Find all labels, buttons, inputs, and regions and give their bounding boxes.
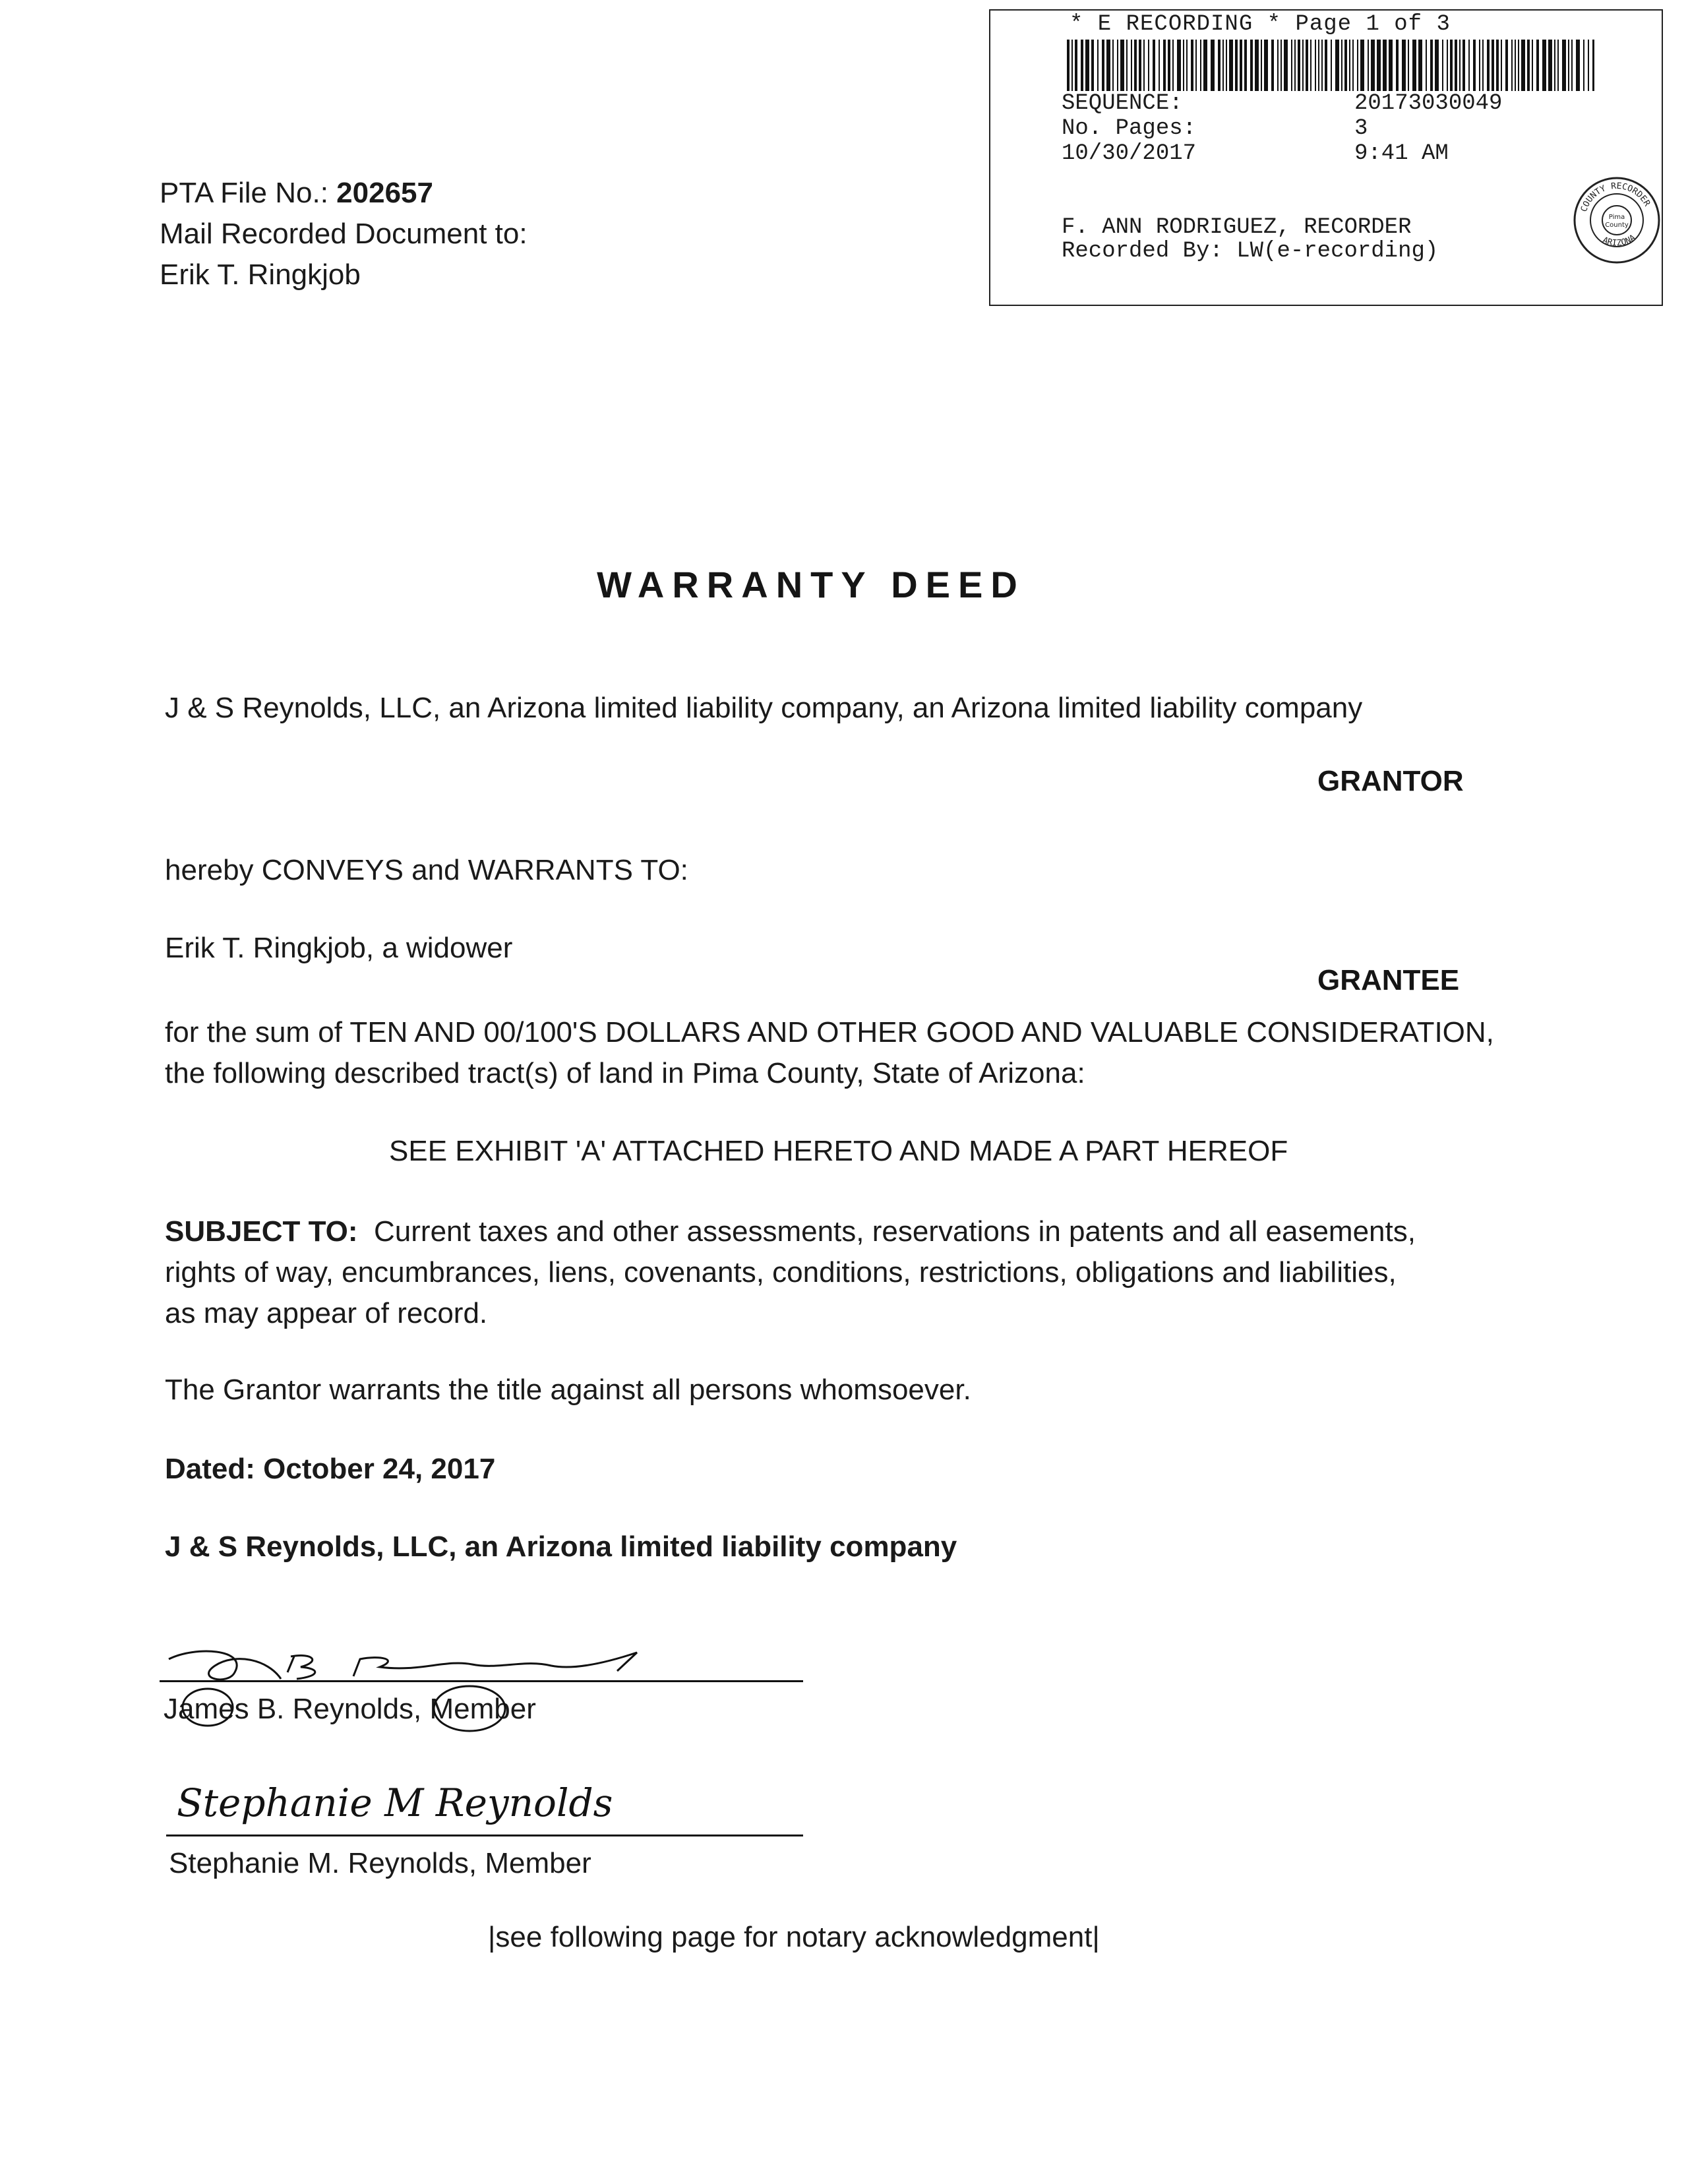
barcode-bar: [1518, 40, 1519, 91]
barcode-bar: [1318, 40, 1319, 91]
barcode-bar: [1159, 40, 1160, 91]
barcode-bar: [1468, 40, 1470, 91]
barcode-bar: [1310, 40, 1311, 91]
barcode-bar: [1408, 40, 1409, 91]
county-recorder-seal: [1571, 174, 1663, 266]
barcode-bar: [1459, 40, 1461, 91]
barcode-bar: [1479, 40, 1480, 91]
barcode-bar: [1203, 40, 1207, 91]
barcode-bar: [1511, 40, 1513, 91]
barcode-bar: [1562, 40, 1566, 91]
barcode-bar: [1527, 40, 1530, 91]
consideration-line-1: for the sum of TEN AND 00/100'S DOLLARS AND OTHER GOOD AND VALUABLE CONSIDERATION,: [165, 1016, 1494, 1048]
barcode-bar: [1352, 40, 1354, 91]
barcode-bar: [1482, 40, 1484, 91]
barcode-bar: [1284, 40, 1288, 91]
recorded-by: Recorded By: LW(e-recording): [1062, 239, 1439, 264]
barcode-bar: [1377, 40, 1381, 91]
barcode-bar: [1106, 40, 1110, 91]
barcode-bar: [1226, 40, 1227, 91]
barcode-bar: [1153, 40, 1155, 91]
barcode-bar: [1402, 40, 1406, 91]
exhibit-reference: SEE EXHIBIT 'A' ATTACHED HERETO AND MADE A PART HEREOF: [389, 1135, 1288, 1167]
barcode-bar: [1183, 40, 1184, 91]
barcode-bar: [1548, 40, 1552, 91]
barcode-bar: [1235, 40, 1238, 91]
barcode-bar: [1583, 40, 1584, 91]
barcode-bar: [1091, 40, 1094, 91]
barcode-bar: [1515, 40, 1516, 91]
warranty-statement: The Grantor warrants the title against all persons whomsoever.: [165, 1374, 971, 1406]
barcode-bar: [1412, 40, 1416, 91]
barcode-bar: [1229, 40, 1233, 91]
grantee-label: GRANTEE: [1317, 964, 1460, 996]
recording-stamp: [989, 9, 1663, 306]
barcode-bar: [1081, 40, 1083, 91]
signatory-2-name: Stephanie M. Reynolds, Member: [169, 1847, 591, 1879]
barcode-bar: [1505, 40, 1508, 91]
barcode-bar: [1335, 40, 1339, 91]
barcode-bar: [1163, 40, 1166, 91]
barcode-bar: [1222, 40, 1224, 91]
barcode-bar: [1571, 40, 1573, 91]
barcode-bar: [1371, 40, 1375, 91]
barcode-bar: [1097, 40, 1099, 91]
barcode-bar: [1568, 40, 1569, 91]
barcode-bar: [1349, 40, 1350, 91]
subject-to-label: SUBJECT TO:: [165, 1215, 358, 1248]
barcode-bar: [1112, 40, 1114, 91]
barcode-bar: [1496, 40, 1499, 91]
barcode-bar: [1396, 40, 1399, 91]
barcode-bar: [1306, 40, 1308, 91]
barcode-bar: [1271, 40, 1274, 91]
barcode-bar: [1315, 40, 1316, 91]
recorder-name: F. ANN RODRIGUEZ, RECORDER: [1062, 215, 1412, 240]
barcode-bar: [1244, 40, 1247, 91]
barcode-bar: [1344, 40, 1347, 91]
barcode-bar: [1435, 40, 1439, 91]
recording-stamp-header: * E RECORDING * Page 1 of 3: [1070, 12, 1451, 37]
barcode-bar: [1447, 40, 1448, 91]
barcode-bar: [1357, 40, 1358, 91]
notary-note: |see following page for notary acknowledgment|: [488, 1921, 1100, 1953]
document-title: WARRANTY DEED: [597, 564, 1025, 605]
barcode-bar: [1501, 40, 1502, 91]
mail-to-label: Mail Recorded Document to:: [160, 218, 528, 250]
barcode-bar: [1360, 40, 1364, 91]
barcode-bar: [1536, 40, 1539, 91]
barcode-bar: [1487, 40, 1490, 91]
barcode-bar: [1418, 40, 1422, 91]
file-number-label: PTA File No.:: [160, 177, 337, 209]
svg-text:COUNTY RECORDER: COUNTY RECORDER: [1579, 181, 1652, 214]
barcode-bar: [1442, 40, 1443, 91]
consideration-line-2: the following described tract(s) of land in Pima County, State of Arizona:: [165, 1057, 1085, 1089]
svg-text:County: County: [1605, 222, 1629, 229]
barcode-bar: [1102, 40, 1104, 91]
barcode-bar: [1450, 40, 1453, 91]
barcode-bar: [1255, 40, 1259, 91]
barcode-bar: [1218, 40, 1221, 91]
barcode-bar: [1139, 40, 1141, 91]
barcode-bar: [1126, 40, 1128, 91]
signatory-1-name: James B. Reynolds, Member: [164, 1693, 536, 1725]
barcode-bar: [1277, 40, 1279, 91]
subject-to-line-2: rights of way, encumbrances, liens, covenants, conditions, restrictions, obligations and liabilities,: [165, 1256, 1397, 1289]
barcode-bar: [1264, 40, 1268, 91]
barcode-bar: [1117, 40, 1118, 91]
barcode-bar: [1291, 40, 1292, 91]
barcode-bar: [1341, 40, 1342, 91]
pages-label: No. Pages:: [1062, 116, 1197, 141]
barcode-bar: [1067, 40, 1070, 91]
company-name: J & S Reynolds, LLC, an Arizona limited liability company: [165, 1531, 957, 1563]
sequence-value: 20173030049: [1354, 91, 1503, 116]
subject-to-line-1: [165, 1211, 1416, 1253]
member-circle-mark: [430, 1680, 509, 1737]
signature-line-2: [166, 1835, 803, 1836]
barcode-bar: [1473, 40, 1476, 91]
barcode-bar: [1131, 40, 1132, 91]
barcode-bar: [1071, 40, 1073, 91]
barcode-bar: [1177, 40, 1181, 91]
barcode-bar: [1426, 40, 1427, 91]
barcode-bar: [1325, 40, 1327, 91]
barcode-bar: [1298, 40, 1300, 91]
barcode-bar: [1143, 40, 1145, 91]
grantor-line: J & S Reynolds, LLC, an Arizona limited liability company, an Arizona limited liability company: [165, 692, 1363, 724]
barcode-bar: [1211, 40, 1215, 91]
barcode-bar: [1368, 40, 1369, 91]
barcode-bar: [1592, 40, 1594, 91]
barcode-bar: [1576, 40, 1580, 91]
barcode-bar: [1134, 40, 1137, 91]
svg-text:Pima: Pima: [1608, 214, 1625, 221]
barcode-bar: [1542, 40, 1546, 91]
sequence-label: SEQUENCE:: [1062, 91, 1183, 116]
recording-time: 9:41 AM: [1354, 141, 1449, 166]
barcode-bar: [1383, 40, 1387, 91]
barcode-bar: [1191, 40, 1193, 91]
barcode-bar: [1389, 40, 1393, 91]
barcode-bar: [1455, 40, 1457, 91]
barcode-bar: [1075, 40, 1077, 91]
initial-circle-mark: [178, 1683, 237, 1732]
barcode-bar: [1195, 40, 1197, 91]
mail-recipient: Erik T. Ringkjob: [160, 258, 361, 291]
barcode-bar: [1172, 40, 1174, 91]
barcode-bar: [1250, 40, 1253, 91]
barcode-bar: [1168, 40, 1170, 91]
stephanie-reynolds-signature: Stephanie M Reynolds: [177, 1780, 613, 1825]
barcode-bar: [1462, 40, 1465, 91]
barcode-bar: [1294, 40, 1296, 91]
barcode-bar: [1588, 40, 1589, 91]
barcode-bar: [1085, 40, 1089, 91]
barcode-bar: [1200, 40, 1201, 91]
barcode-bar: [1532, 40, 1533, 91]
dated-line: Dated: October 24, 2017: [165, 1453, 496, 1485]
barcode-bar: [1521, 40, 1525, 91]
grantee-line: Erik T. Ringkjob, a widower: [165, 932, 513, 964]
barcode-bar: [1331, 40, 1332, 91]
subject-to-text-1: Current taxes and other assessments, reservations in patents and all easements,: [374, 1215, 1416, 1248]
barcode-bar: [1120, 40, 1124, 91]
grantor-label: GRANTOR: [1317, 765, 1464, 797]
barcode-bar: [1321, 40, 1323, 91]
pages-value: 3: [1354, 116, 1368, 141]
barcode-bar: [1492, 40, 1494, 91]
barcode-bar: [1148, 40, 1149, 91]
barcode-bar: [1261, 40, 1262, 91]
barcode-bar: [1186, 40, 1188, 91]
barcode-bar: [1302, 40, 1304, 91]
barcode-bar: [1281, 40, 1282, 91]
svg-text:ARIZONA: ARIZONA: [1600, 233, 1638, 249]
barcode-bar: [1557, 40, 1559, 91]
barcode-bar: [1430, 40, 1433, 91]
barcode-bar: [1554, 40, 1555, 91]
file-number-line: [160, 177, 433, 210]
recording-date: 10/30/2017: [1062, 141, 1197, 166]
file-number: 202657: [336, 177, 433, 209]
barcode-bar: [1240, 40, 1242, 91]
barcode: [1067, 40, 1594, 91]
conveys-line: hereby CONVEYS and WARRANTS TO:: [165, 854, 688, 886]
subject-to-line-3: as may appear of record.: [165, 1297, 488, 1329]
